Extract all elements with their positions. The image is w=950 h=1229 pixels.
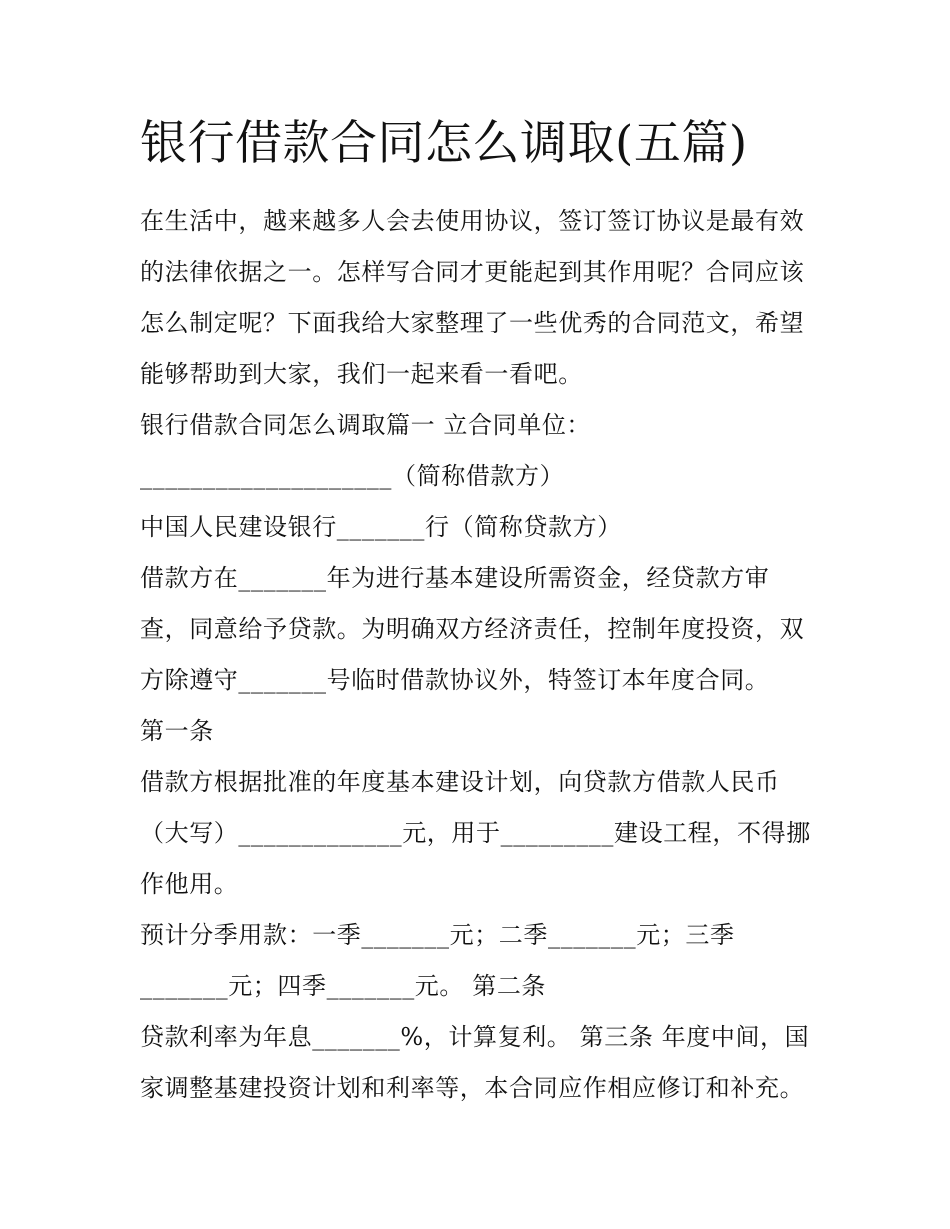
article-heading: 第一条 <box>140 717 214 745</box>
body-line: 能够帮助到大家，我们一起来看一看吧。 <box>140 360 583 388</box>
section-heading-line: 银行借款合同怎么调取篇一 立合同单位： <box>140 411 592 439</box>
document-title: 银行借款合同怎么调取(五篇) <box>140 116 748 171</box>
body-line: 预计分季用款：一季_______元；二季_______元；三季 <box>140 921 735 949</box>
borrower-blank-line: ____________________（简称借款方） <box>140 462 565 490</box>
body-line: 贷款利率为年息_______%，计算复利。 第三条 年度中间，国 <box>140 1023 810 1051</box>
body-line: 借款方在_______年为进行基本建设所需资金，经贷款方审 <box>140 564 770 592</box>
document-body <box>140 196 820 1114</box>
body-line: 在生活中，越来越多人会去使用协议，签订签订协议是最有效 <box>140 207 805 235</box>
body-line: 作他用。 <box>140 870 239 898</box>
body-line: 借款方根据批准的年度基本建设计划，向贷款方借款人民币 <box>140 768 780 796</box>
body-line: 的法律依据之一。怎样写合同才更能起到其作用呢？合同应该 <box>140 258 805 286</box>
lender-line: 中国人民建设银行_______行（简称贷款方） <box>140 513 622 541</box>
body-line: 方除遵守_______号临时借款协议外，特签订本年度合同。 <box>140 666 770 694</box>
body-line: （大写）_____________元，用于_________建设工程，不得挪 <box>140 819 811 847</box>
body-line: 怎么制定呢？下面我给大家整理了一些优秀的合同范文，希望 <box>140 309 805 337</box>
body-line: 家调整基建投资计划和利率等，本合同应作相应修订和补充。 <box>140 1074 805 1102</box>
body-line: 查，同意给予贷款。为明确双方经济责任，控制年度投资，双 <box>140 615 805 643</box>
body-line: _______元；四季_______元。 第二条 <box>140 972 547 1000</box>
